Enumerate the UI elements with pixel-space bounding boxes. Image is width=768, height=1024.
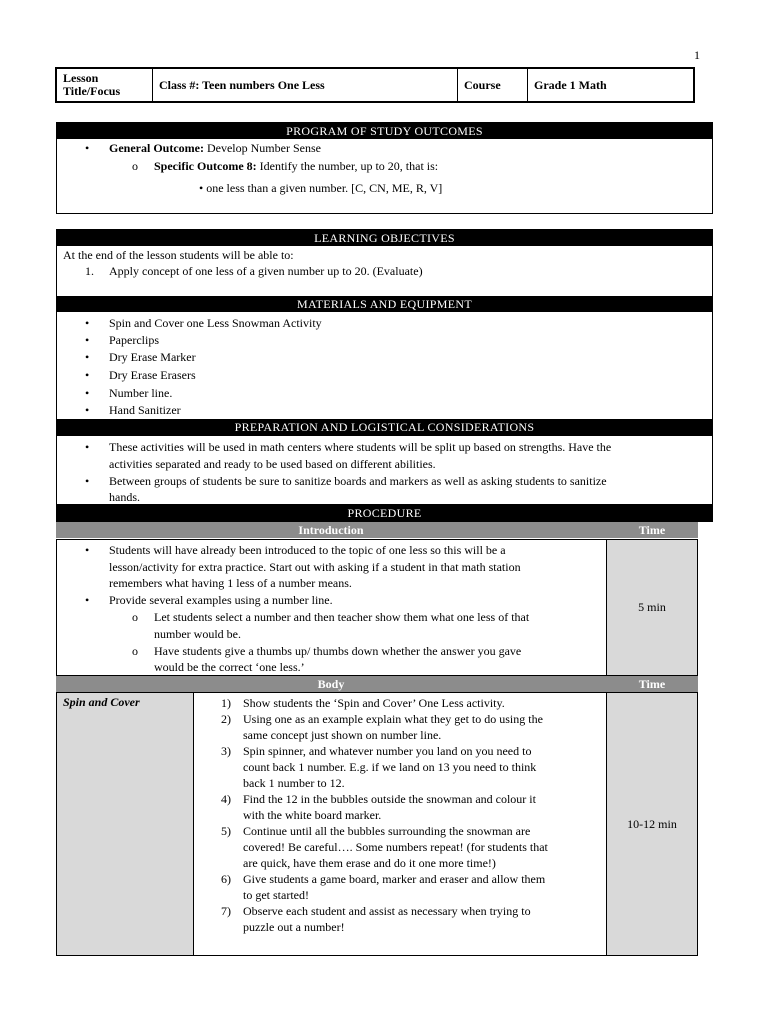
- circle-bullet: o: [132, 644, 138, 658]
- specific-label: Specific Outcome 8:: [154, 159, 257, 173]
- prep-line: hands.: [109, 490, 140, 504]
- step-text: puzzle out a number!: [243, 920, 345, 934]
- step-text: are quick, have them erase and do it one more time!): [243, 856, 496, 870]
- step-number: 3): [221, 744, 231, 758]
- step-text: Find the 12 in the bubbles outside the snowman and colour it: [243, 792, 536, 806]
- introduction-header: Introduction: [56, 522, 606, 538]
- lesson-title-label: Lesson Title/Focus: [57, 69, 153, 101]
- step-text: Using one as an example explain what they get to do using the: [243, 712, 543, 726]
- specific-text: Identify the number, up to 20, that is:: [256, 159, 439, 173]
- objectives-intro: At the end of the lesson students will be able to:: [63, 248, 294, 262]
- step-text: Spin spinner, and whatever number you land on you need to: [243, 744, 532, 758]
- intro-line: Let students select a number and then teacher show them what one less of that: [154, 610, 530, 624]
- step-number: 2): [221, 712, 231, 726]
- step-text: Observe each student and assist as necessary when trying to: [243, 904, 531, 918]
- bullet-dot: •: [85, 141, 90, 155]
- step-text: to get started!: [243, 888, 309, 902]
- lesson-header-table: [55, 67, 695, 103]
- course-label: Course: [458, 69, 528, 101]
- program-title: PROGRAM OF STUDY OUTCOMES: [57, 123, 712, 139]
- step-number: 5): [221, 824, 231, 838]
- class-title: Class #: Teen numbers One Less: [153, 69, 458, 101]
- bullet-dot: •: [85, 333, 90, 347]
- bullet-dot: •: [85, 350, 90, 364]
- course-value: Grade 1 Math: [534, 77, 607, 92]
- intro-time: 5 min: [606, 540, 697, 675]
- lesson-details-section: [56, 229, 713, 505]
- body-time-header: Time: [606, 676, 698, 692]
- bullet-dot: •: [85, 368, 90, 382]
- circle-bullet: o: [132, 610, 138, 624]
- prep-line: Between groups of students be sure to sanitize boards and markers as well as asking students to sanitize: [109, 474, 607, 488]
- step-text: count back 1 number. E.g. if we land on 13 you need to think: [243, 760, 537, 774]
- bullet-dot: •: [85, 386, 90, 400]
- step-number: 1): [221, 696, 231, 710]
- circle-bullet: o: [132, 159, 138, 173]
- step-text: Show students the ‘Spin and Cover’ One Less activity.: [243, 696, 505, 710]
- intro-line: lesson/activity for extra practice. Start out with asking if a student in that math station: [109, 560, 521, 574]
- bullet-dot: •: [85, 543, 90, 557]
- step-text: Continue until all the bubbles surrounding the snowman are: [243, 824, 531, 838]
- intro-line: Provide several examples using a number line.: [109, 593, 333, 607]
- bullet-dot: •: [85, 316, 90, 330]
- objective-number: 1.: [85, 264, 94, 278]
- general-label: General Outcome:: [109, 141, 204, 155]
- objective-item: Apply concept of one less of a given number up to 20. (Evaluate): [109, 264, 423, 278]
- intro-line: would be the correct ‘one less.’: [154, 660, 305, 674]
- objectives-title: LEARNING OBJECTIVES: [57, 230, 712, 246]
- bullet-dot: •: [85, 440, 90, 454]
- bullet-dot: •: [85, 593, 90, 607]
- step-number: 6): [221, 872, 231, 886]
- time-header: Time: [606, 522, 698, 538]
- program-of-study-section: [56, 122, 713, 214]
- introduction-section: [56, 539, 698, 676]
- preparation-title: PREPARATION AND LOGISTICAL CONSIDERATIONS: [57, 419, 712, 436]
- intro-line: Students will have already been introduced to the topic of one less so this will be a: [109, 543, 506, 557]
- step-number: 7): [221, 904, 231, 918]
- materials-title: MATERIALS AND EQUIPMENT: [57, 296, 712, 312]
- general-text: Develop Number Sense: [203, 141, 321, 155]
- page-number: 1: [694, 48, 700, 62]
- body-section: [56, 692, 698, 956]
- intro-line: number would be.: [154, 627, 241, 641]
- step-text: Give students a game board, marker and eraser and allow them: [243, 872, 546, 886]
- step-number: 4): [221, 792, 231, 806]
- activity-name: Spin and Cover: [57, 693, 194, 955]
- specific-outcome: [154, 159, 438, 174]
- step-text: with the white board marker.: [243, 808, 382, 822]
- material-item: Dry Erase Marker: [109, 350, 196, 364]
- material-item: Paperclips: [109, 333, 159, 347]
- material-item: Spin and Cover one Less Snowman Activity: [109, 316, 322, 330]
- step-text: back 1 number to 12.: [243, 776, 345, 790]
- bullet-dot: •: [85, 403, 90, 417]
- intro-line: remembers what having 1 less of a number means.: [109, 576, 352, 590]
- bullet-dot: •: [85, 474, 90, 488]
- procedure-title: PROCEDURE: [56, 505, 713, 522]
- specific-sub-item: • one less than a given number. [C, CN, ME, R, V]: [199, 181, 443, 195]
- step-text: same concept just shown on number line.: [243, 728, 442, 742]
- intro-line: Have students give a thumbs up/ thumbs down whether the answer you gave: [154, 644, 522, 658]
- material-item: Dry Erase Erasers: [109, 368, 196, 382]
- prep-line: These activities will be used in math centers where students will be split up based on strengths. Have the: [109, 440, 612, 454]
- general-outcome: [109, 141, 321, 156]
- prep-line: activities separated and ready to be used based on different abilities.: [109, 457, 436, 471]
- material-item: Hand Sanitizer: [109, 403, 181, 417]
- material-item: Number line.: [109, 386, 173, 400]
- body-header: Body: [56, 676, 606, 692]
- body-time: 10-12 min: [606, 693, 697, 955]
- step-text: covered! Be careful…. Some numbers repeat! (for students that: [243, 840, 548, 854]
